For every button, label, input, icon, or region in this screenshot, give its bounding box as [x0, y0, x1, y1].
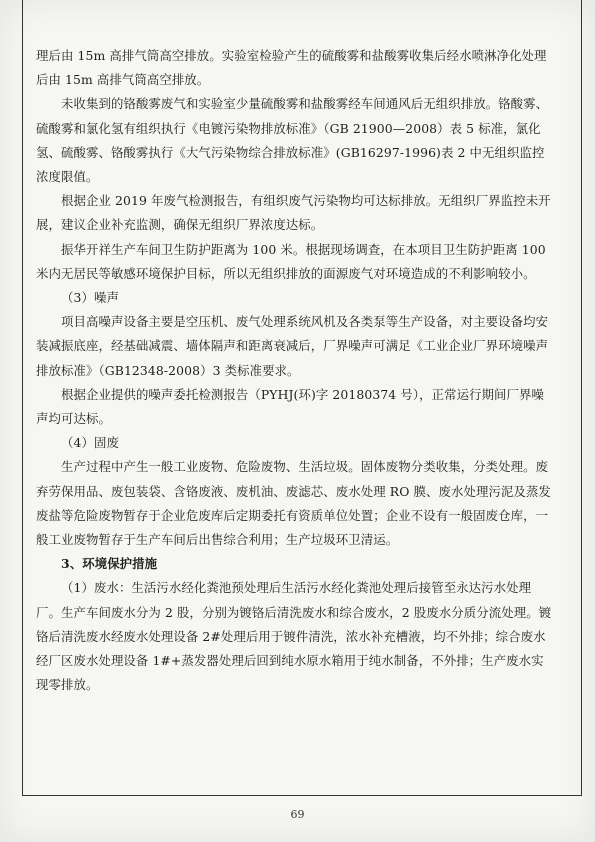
paragraph: 项目高噪声设备主要是空压机、废气处理系统风机及各类泵等生产设备，对主要设备均安装减振底座，经基础减震、墙体隔声和距离衰减后，厂界噪声可满足《工业企业厂界环境噪声排放标准》（GB12348-2008）3 类标准要求。	[36, 314, 549, 378]
body-text	[36, 44, 556, 697]
paragraph: 振华开祥生产车间卫生防护距离为 100 米。根据现场调查，在本项目卫生防护距离 100 米内无居民等敏感环境保护目标，所以无组织排放的面源废气对环境造成的不利影响较小。	[36, 241, 546, 281]
paragraph: （1）废水：生活污水经化粪池预处理后生活污水经化粪池处理后接管至永达污水处理厂。生产车间废水分为 2 股，分别为镀铬后清洗废水和综合废水，2 股废水分质分流处理。镀铬后清洗废水经废水处理设备 2#处理后用于镀件清洗，浓水补充槽液，均不外排；综合废水经厂区废水处理设备 1#+蒸发器处理后回到纯水原水箱用于纯水制备，不外排；生产废水实现零排放。	[36, 580, 552, 693]
paragraph: 未收集到的铬酸雾废气和实验室少量硫酸雾和盐酸雾经车间通风后无组织排放。铬酸雾、硫酸雾和氯化氢有组织执行《电镀污染物排放标准》（GB 21900—2008）表 5 标准，氯化氢、硫酸雾、铬酸雾执行《大气污染物综合排放标准》(GB16297-1996)表 2 中无组织监控浓度限值。	[36, 96, 549, 185]
section-heading-protection-measures: 3、环境保护措施	[61, 556, 158, 572]
paragraph: 根据企业提供的噪声委托检测报告（PYHJ(环)字 20180374 号），正常运行期间厂界噪声均可达标。	[36, 386, 545, 427]
page-number: 69	[290, 808, 305, 821]
paragraph: 生产过程中产生一般工业废物、危险废物、生活垃圾。固体废物分类收集，分类处理。废弃劳保用品、废包装袋、含铬废液、废机油、废滤芯、废水处理 RO 膜、废水处理污泥及蒸发废盐等危险废物暂存于企业危废库后定期委托有资质单位处置；企业不设有一般固废仓库，一般工业废物暂存于生产车间后出售综合利用；生产垃圾环卫清运。	[36, 459, 551, 548]
paragraph: 理后由 15m 高排气筒高空排放。实验室检验产生的硫酸雾和盐酸雾收集后经水喷淋净化处理后由 15m 高排气筒高空排放。	[36, 48, 547, 88]
paragraph: 根据企业 2019 年废气检测报告，有组织废气污染物均可达标排放。无组织厂界监控未开展，建议企业补充监测，确保无组织厂界浓度达标。	[36, 193, 551, 233]
section-heading-noise: （3）噪声	[61, 290, 119, 306]
section-heading-solid-waste: （4）固废	[61, 435, 119, 451]
